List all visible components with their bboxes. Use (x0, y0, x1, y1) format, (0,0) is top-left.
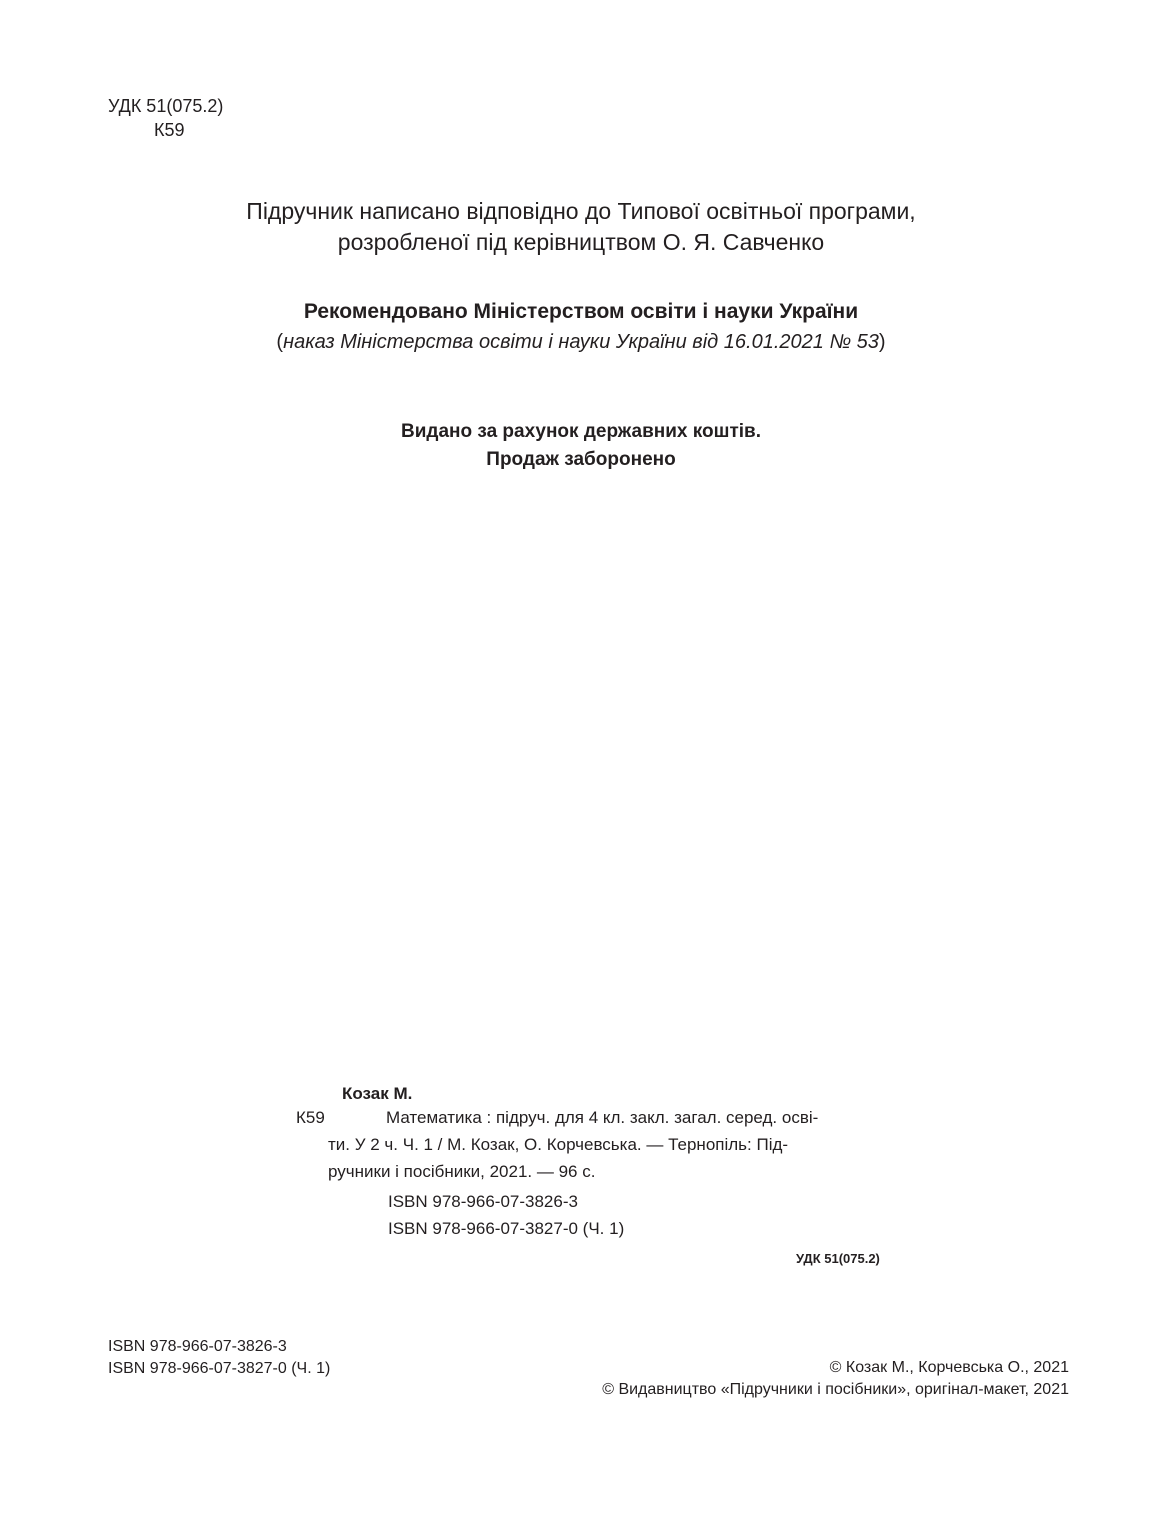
program-note-line: Підручник написано відповідно до Типової освітньої програми, (246, 198, 916, 224)
footer-isbn-part: ISBN 978-966-07-3827-0 (Ч. 1) (108, 1360, 331, 1377)
funding-line: Видано за рахунок державних коштів. (400, 421, 762, 442)
footer-isbn: ISBN 978-966-07-3826-3 (108, 1338, 287, 1355)
order-open-paren: ( (276, 331, 284, 353)
udk-code: УДК 51(075.2) (108, 96, 224, 116)
bib-description (328, 1104, 902, 1185)
order-text: наказ Міністерства освіти і науки України від 16.01.2021 № 53 (283, 331, 879, 353)
funding-note (0, 418, 1162, 474)
program-note (0, 196, 1162, 258)
sale-prohibited-line: Продаж заборонено (486, 449, 676, 470)
recommendation-title: Рекомендовано Міністерством освіти і науки України (303, 300, 859, 323)
copyright-authors: © Козак М., Корчевська О., 2021 (829, 1359, 1069, 1376)
ministry-order (0, 327, 1162, 357)
order-close-paren: ) (878, 331, 886, 353)
bib-author: Козак М. (342, 1084, 413, 1103)
bib-isbn: ISBN 978-966-07-3826-3 (388, 1192, 578, 1211)
bib-description-line: ручники і посібники, 2021. — 96 с. (328, 1162, 596, 1181)
bib-udk: УДК 51(075.2) (796, 1251, 880, 1266)
copyright-publisher: © Видавництво «Підручники і посібники», оригінал-макет, 2021 (602, 1381, 1069, 1398)
bib-author-mark: К59 (296, 1108, 325, 1127)
bib-description-line: Математика : підруч. для 4 кл. закл. загал. серед. осві- (386, 1108, 819, 1127)
program-note-line: розробленої під керівництвом О. Я. Савченко (337, 229, 825, 255)
bib-description-line: ти. У 2 ч. Ч. 1 / М. Козак, О. Корчевська. — Тернопіль: Під- (328, 1135, 789, 1154)
bib-isbn-part: ISBN 978-966-07-3827-0 (Ч. 1) (388, 1219, 625, 1238)
ministry-recommendation (0, 297, 1162, 357)
author-mark: К59 (154, 120, 185, 140)
